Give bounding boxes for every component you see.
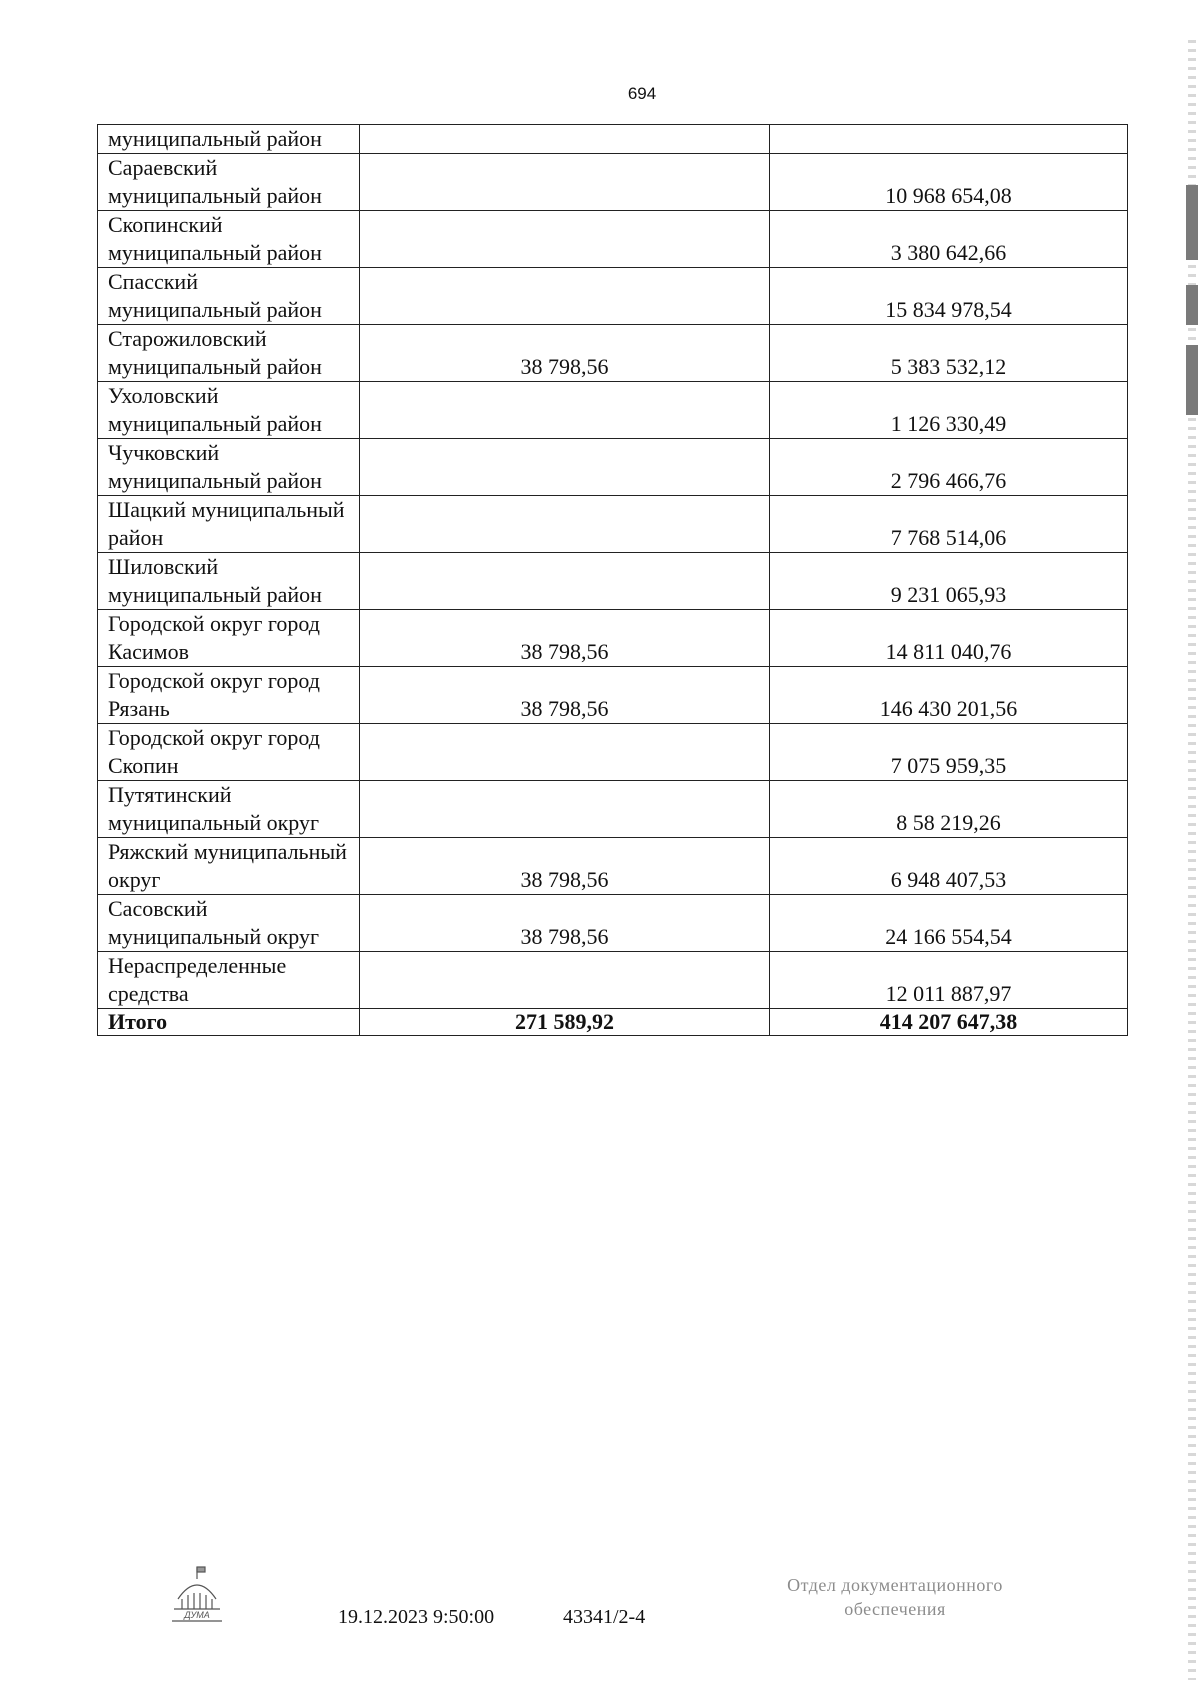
row-name-cell: Городской округ город Скопин: [98, 724, 360, 781]
table-row: [98, 895, 1128, 952]
row-name-cell: Ряжский муниципальный округ: [98, 838, 360, 895]
table-row: [98, 325, 1128, 382]
row-col2-cell: 38 798,56: [360, 895, 770, 952]
duma-emblem-icon: [168, 1565, 226, 1625]
row-name-cell: Сасовский муниципальный округ: [98, 895, 360, 952]
row-col2-cell: [360, 439, 770, 496]
row-col3-cell: 5 383 532,12: [770, 325, 1128, 382]
row-col2-cell: [360, 154, 770, 211]
row-col3-cell: [770, 125, 1128, 154]
table-row: [98, 724, 1128, 781]
footer-doc-number: 43341/2-4: [563, 1606, 646, 1628]
table-row: [98, 125, 1128, 154]
table-row: [98, 610, 1128, 667]
table-row: [98, 781, 1128, 838]
table-row: [98, 838, 1128, 895]
page-number: 694: [627, 84, 657, 103]
row-col2-cell: [360, 268, 770, 325]
footer-date: 19.12.2023 9:50:00: [338, 1606, 495, 1628]
row-col3-cell: 12 011 887,97: [770, 952, 1128, 1009]
row-name-cell: Городской округ город Касимов: [98, 610, 360, 667]
total-col2: 271 589,92: [360, 1009, 770, 1036]
row-col2-cell: [360, 952, 770, 1009]
total-col3: 414 207 647,38: [770, 1009, 1128, 1036]
row-col3-cell: 7 075 959,35: [770, 724, 1128, 781]
row-col2-cell: [360, 211, 770, 268]
table-row: [98, 952, 1128, 1009]
row-col2-cell: 38 798,56: [360, 667, 770, 724]
row-col2-cell: 38 798,56: [360, 610, 770, 667]
table-row: [98, 667, 1128, 724]
row-name-cell: Шацкий муниципальный район: [98, 496, 360, 553]
department-stamp: [740, 1573, 1050, 1621]
row-col3-cell: 8 58 219,26: [770, 781, 1128, 838]
scan-edge-mark: [1186, 185, 1198, 260]
row-col3-cell: 3 380 642,66: [770, 211, 1128, 268]
row-name-cell: Скопинский муниципальный район: [98, 211, 360, 268]
row-col2-cell: [360, 553, 770, 610]
row-name-cell: Городской округ город Рязань: [98, 667, 360, 724]
row-name-cell: Чучковский муниципальный район: [98, 439, 360, 496]
row-name-cell: Ухоловский муниципальный район: [98, 382, 360, 439]
row-col2-cell: [360, 781, 770, 838]
row-col3-cell: 6 948 407,53: [770, 838, 1128, 895]
table-row: [98, 382, 1128, 439]
row-col3-cell: 9 231 065,93: [770, 553, 1128, 610]
table-row: [98, 268, 1128, 325]
row-name-cell: Старожиловский муниципальный район: [98, 325, 360, 382]
row-name-cell: Спасский муниципальный район: [98, 268, 360, 325]
scan-edge-mark: [1186, 345, 1198, 415]
total-label: Итого: [98, 1009, 360, 1036]
table-row: [98, 439, 1128, 496]
stamp-line-2: обеспечения: [844, 1599, 946, 1619]
row-col2-cell: [360, 496, 770, 553]
table-row: [98, 496, 1128, 553]
row-col2-cell: [360, 125, 770, 154]
row-col3-cell: 10 968 654,08: [770, 154, 1128, 211]
row-name-cell: Сараевский муниципальный район: [98, 154, 360, 211]
row-name-cell: Путятинский муниципальный округ: [98, 781, 360, 838]
row-col2-cell: [360, 382, 770, 439]
row-col3-cell: 1 126 330,49: [770, 382, 1128, 439]
row-name-cell: Нераспределенные средства: [98, 952, 360, 1009]
row-col3-cell: 15 834 978,54: [770, 268, 1128, 325]
scan-edge-mark: [1186, 285, 1198, 325]
row-col3-cell: 146 430 201,56: [770, 667, 1128, 724]
row-name-cell: Шиловский муниципальный район: [98, 553, 360, 610]
row-col3-cell: 2 796 466,76: [770, 439, 1128, 496]
budget-distribution-table: [97, 124, 1128, 1036]
table-row: [98, 553, 1128, 610]
row-col3-cell: 24 166 554,54: [770, 895, 1128, 952]
row-name-cell: муниципальный район: [98, 125, 360, 154]
row-col3-cell: 14 811 040,76: [770, 610, 1128, 667]
total-row: [98, 1009, 1128, 1036]
row-col2-cell: [360, 724, 770, 781]
row-col2-cell: 38 798,56: [360, 325, 770, 382]
stamp-line-1: Отдел документационного: [787, 1575, 1003, 1595]
row-col3-cell: 7 768 514,06: [770, 496, 1128, 553]
table-row: [98, 154, 1128, 211]
svg-text:ДУМА: ДУМА: [184, 1610, 210, 1620]
table-row: [98, 211, 1128, 268]
row-col2-cell: 38 798,56: [360, 838, 770, 895]
